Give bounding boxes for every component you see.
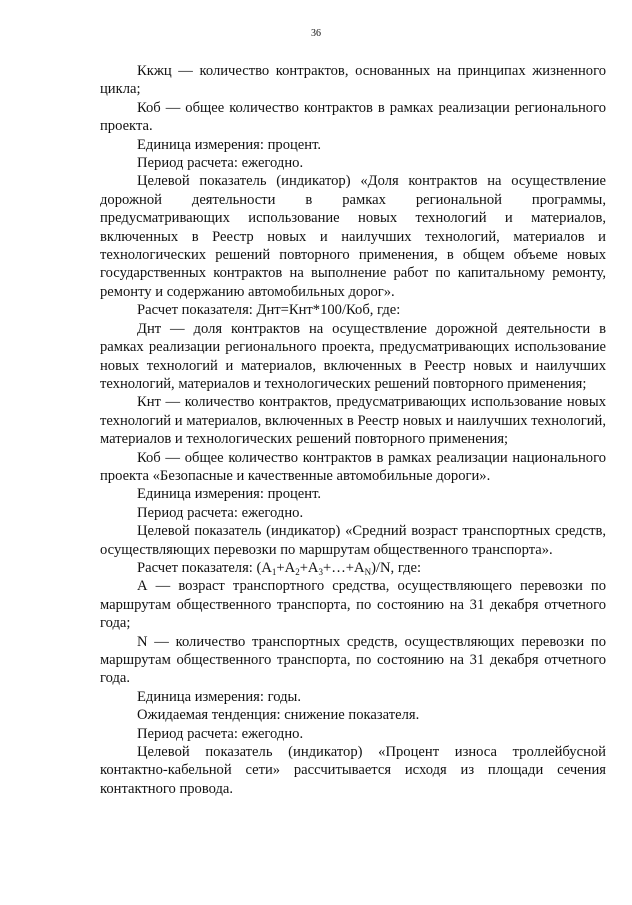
paragraph-kob-national-definition: Коб — общее количество контрактов в рамках реализации национального проекта «Безопасные и качественные автомобильные дороги». <box>100 449 606 484</box>
paragraph-period-annual-2: Период расчета: ежегодно. <box>137 504 304 521</box>
page-number: 36 <box>311 28 321 39</box>
paragraph-a-definition: А — возраст транспортного средства, осуществляющего перевозки по маршрутам общественного транспорта, по состоянию на 31 декабря отчетного года; <box>100 578 606 632</box>
paragraph-indicator-trolleybus-wear: Целевой показатель (индикатор) «Процент износа троллейбусной контактно-кабельной сети» рассчитывается исходя из площади сечения контактного провода. <box>100 744 606 797</box>
paragraph-n-definition: N — количество транспортных средств, осуществляющих перевозки по маршрутам общественного транспорта, по состоянию на 31 декабря отчетного года. <box>100 633 606 687</box>
paragraph-kkzhc-definition: Ккжц — количество контрактов, основанных на принципах жизненного цикла; <box>100 63 606 98</box>
paragraph-period-annual: Период расчета: ежегодно. <box>137 155 304 172</box>
paragraph-unit-percent: Единица измерения: процент. <box>137 136 322 153</box>
paragraph-unit-years: Единица измерения: годы. <box>137 688 301 705</box>
paragraph-expected-trend: Ожидаемая тенденция: снижение показателя. <box>137 707 420 724</box>
paragraph-unit-percent-2: Единица измерения: процент. <box>137 486 322 503</box>
paragraph-indicator-contracts-share: Целевой показатель (индикатор) «Доля контрактов на осуществление дорожной деятельности в рамках региональной программы, предусматривающих использование новых технологий и материалов, включенных в Реестр новых и наилучших технологий, материалов и технологических решений повторного применения, в общем объеме новых государственных контрактов на выполнение работ по капитальному ремонту, ремонту и содержанию автомобильных дорог». <box>100 173 606 300</box>
document-body <box>100 62 606 798</box>
paragraph-knt-definition: Кнт — количество контрактов, предусматривающих использование новых технологий и материалов, включенных в Реестр новых и наилучших технологий, материалов и технологических решений повторного применения; <box>100 394 606 448</box>
paragraph-period-annual-3: Период расчета: ежегодно. <box>137 725 304 742</box>
paragraph-dnt-definition: Днт — доля контрактов на осуществление дорожной деятельности в рамках реализации регионального проекта, предусматривающих использование новых технологий и материалов, включенных в Реестр новых и наилучших технологий, материалов и технологических решений повторного применения; <box>100 320 606 392</box>
paragraph-calc-dnt: Расчет показателя: Днт=Кнт*100/Коб, где: <box>137 302 401 319</box>
paragraph-indicator-vehicle-age: Целевой показатель (индикатор) «Средний возраст транспортных средств, осуществляющих перевозки по маршрутам общественного транспорта». <box>100 523 606 558</box>
paragraph-calc-average-age: Расчет показателя: $(A_1+A_2+A_3+\dots+A_N)/N$, где: <box>137 559 422 577</box>
paragraph-kob-definition: Коб — общее количество контрактов в рамках реализации регионального проекта. <box>100 99 606 135</box>
